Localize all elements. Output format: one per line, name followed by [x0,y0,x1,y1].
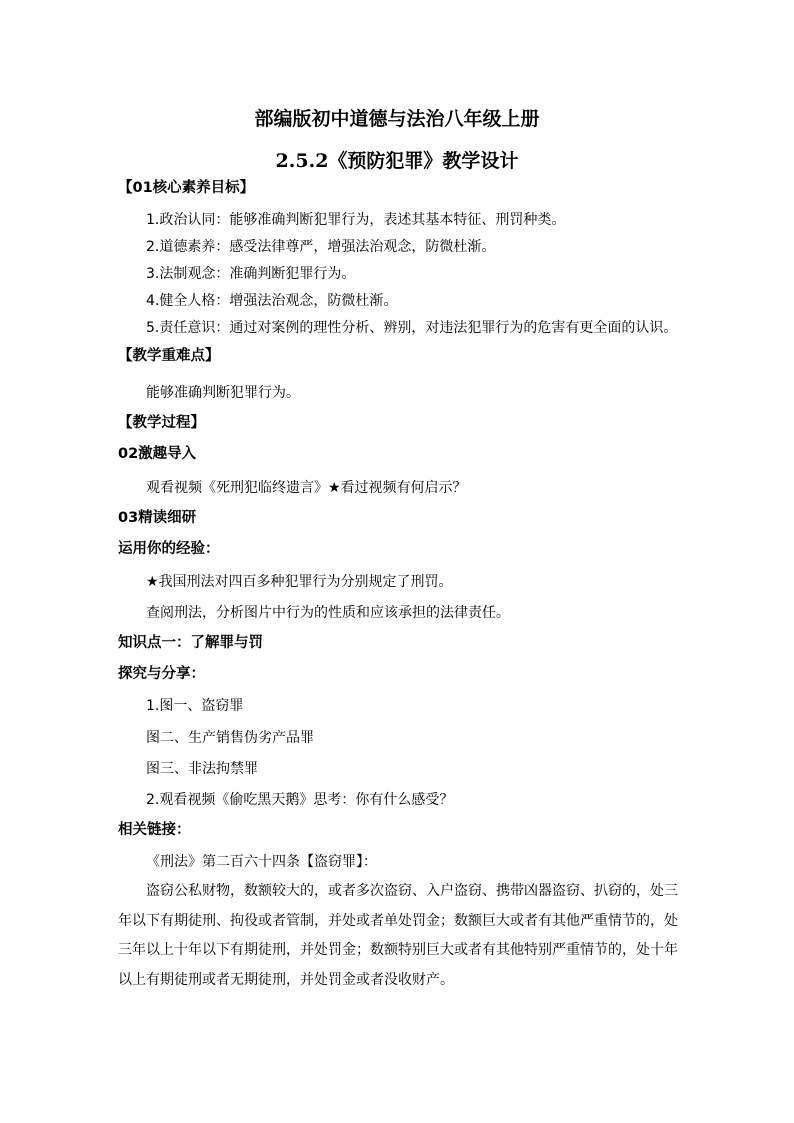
objective-item: 1.政治认同：能够准确判断犯罪行为，表述其基本特征、刑罚种类。 [146,212,566,228]
section-heading-key-points: 【教学重难点】 [118,348,220,364]
subheading-intro: 02激趣导入 [118,446,197,462]
objective-item: 4.健全人格：增强法治观念，防微杜渐。 [146,293,398,309]
law-text: 盗窃公私财物，数额较大的，或者多次盗窃、入户盗窃、携带凶器盗窃、扒窃的，处三年以下有期徒刑、拘役或者管制，并处或者单处罚金；数额巨大或者有其他严重情节的，处三年以上十年以下有期徒刑，并处罚金；数额特别巨大或者有其他特别严重情节的，处十年以上有期徒刑或者无期徒刑，并处罚金或者没收财产。 [118,883,678,988]
explore-line: 图二、生产销售伪劣产品罪 [146,730,314,746]
document-title: 部编版初中道德与法治八年级上册 [254,108,540,130]
objective-item: 5.责任意识：通过对案例的理性分析、辨别，对违法犯罪行为的危害有更全面的认识。 [146,320,678,336]
explore-line: 图三、非法拘禁罪 [146,761,258,777]
objective-item: 3.法制观念：准确判断犯罪行为。 [146,266,356,282]
subheading-related-link: 相关链接： [118,822,191,838]
subheading-experience: 运用你的经验： [118,541,220,557]
experience-line: 查阅刑法，分析图片中行为的性质和应该承担的法律责任。 [146,605,510,621]
subheading-knowledge: 知识点一：了解罪与罚 [118,635,263,651]
key-points-text: 能够准确判断犯罪行为。 [146,385,300,401]
section-heading-objectives: 【01核心素养目标】 [118,180,255,196]
explore-line: 2.观看视频《偷吃黑天鹅》思考：你有什么感受？ [146,792,454,808]
document-subtitle: 2.5.2《预防犯罪》教学设计 [275,150,519,172]
intro-text: 观看视频《死刑犯临终遗言》★看过视频有何启示？ [146,480,467,496]
section-heading-process: 【教学过程】 [118,415,205,431]
experience-line: ★我国刑法对四百多种犯罪行为分别规定了刑罚。 [146,574,453,590]
subheading-explore: 探究与分享： [118,666,205,682]
law-title: 《刑法》第二百六十四条【盗窃罪】： [146,854,377,870]
explore-line: 1.图一、盗窃罪 [146,698,244,714]
subheading-study: 03精读细研 [118,510,197,526]
objective-item: 2.道德素养：感受法律尊严，增强法治观念，防微杜渐。 [146,239,496,255]
